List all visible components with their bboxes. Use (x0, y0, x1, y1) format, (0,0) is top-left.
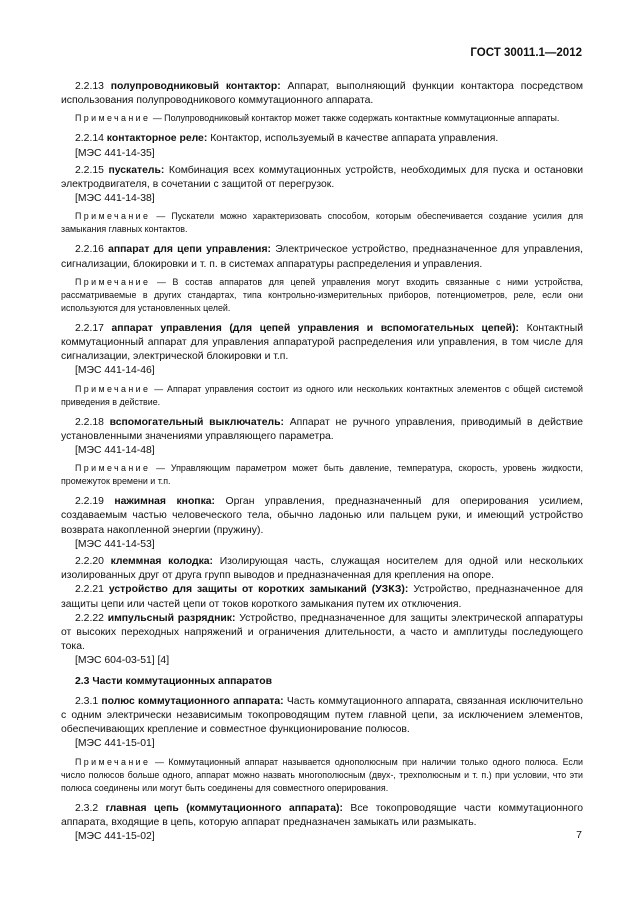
note-paragraph (61, 210, 583, 236)
section-title: 2.3 Части коммутационных аппаратов (75, 675, 272, 687)
reference (61, 364, 583, 378)
reference (61, 192, 583, 206)
definition-paragraph (61, 322, 583, 365)
definition-text: Часть коммутационного аппарата, связанная исключительно с одним электрически независимым токопроводящим путем главной цепи, за исключением элементов, обеспечивающих крепление и совместное функционирование полюсов. (61, 695, 584, 736)
note-text: — Аппарат управления состоит из одного или нескольких контактных элементов с общей системой приведения в действие. (61, 383, 583, 407)
definition-paragraph (61, 555, 583, 583)
defined-term: полюс коммутационного аппарата: (101, 695, 284, 707)
note-paragraph (61, 276, 583, 315)
defined-term: устройство для защиты от коротких замыканий (УЗКЗ): (108, 584, 409, 596)
reference-text: [МЭС 604-03-51] [4] (75, 655, 170, 667)
defined-term: аппарат управления (для цепей управления и вспомогательных цепей): (111, 322, 519, 334)
reference-text: [МЭС 441-15-02] (75, 830, 155, 842)
note-text: — Полупроводниковый контактор может также содержать контактные коммутационные аппараты. (152, 113, 560, 124)
definition-paragraph (61, 583, 583, 611)
definition-paragraph (61, 695, 583, 738)
definition-text: Устройство, предназначенное для защиты электрической аппаратуры от высоких переходных напряжений и ограничения длительности, а часто и амплитуды последующего тока. (61, 612, 583, 653)
note-label: Примечание (75, 463, 151, 474)
definition-paragraph (61, 243, 583, 271)
definition-text: Комбинация всех коммутационных устройств, необходимых для пуска и остановки электродвигателя, в сочетании с защитой от перегрузок. (61, 164, 584, 191)
note-label: Примечание (75, 756, 151, 767)
definition-paragraph (61, 802, 583, 830)
definition-paragraph (61, 495, 583, 538)
clause-number: 2.2.13 (75, 81, 104, 92)
clause-number: 2.2.17 (75, 322, 104, 334)
page-number: 7 (576, 829, 582, 841)
clause-number: 2.2.16 (75, 244, 104, 256)
defined-term: аппарат для цепи управления: (108, 244, 271, 256)
note-paragraph (61, 112, 583, 125)
definition-text: Аппарат, выполняющий функции контактора посредством использования полупроводникового коммутационного аппарата. (61, 81, 583, 107)
definition-text: Контактор, используемый в качестве аппарата управления. (210, 133, 499, 145)
clause-number: 2.3.2 (75, 802, 99, 814)
reference-text: [МЭС 441-14-48] (75, 445, 155, 457)
note-text: — Пускатели можно характеризовать способом, которым обеспечивается создание усилия для замыкания главных контактов. (61, 211, 583, 235)
reference-text: [МЭС 441-14-38] (75, 193, 155, 205)
clause-number: 2.2.22 (75, 612, 104, 624)
document-header-id: ГОСТ 30011.1—2012 (470, 47, 582, 59)
reference-text: [МЭС 441-14-46] (75, 365, 155, 377)
reference-text: [МЭС 441-14-53] (75, 538, 155, 550)
definition-paragraph (61, 164, 583, 192)
defined-term: нажимная кнопка: (114, 496, 216, 508)
definition-paragraph (61, 80, 583, 108)
clause-number: 2.2.21 (75, 584, 104, 596)
note-paragraph (61, 462, 583, 488)
note-paragraph (61, 756, 583, 795)
definition-text: Контактный коммутационный аппарат для управления аппаратурой распределения или управления, в том числе для сигнализации, электрической блокировки и т.п. (61, 322, 584, 363)
reference (61, 737, 583, 751)
note-paragraph (61, 383, 583, 409)
note-text: — Управляющим параметром может быть давление, температура, скорость, уровень жидкости, промежуток времени и т.п. (61, 463, 583, 487)
definition-paragraph (61, 132, 583, 146)
defined-term: вспомогательный выключатель: (109, 416, 284, 428)
note-text: — В состав аппаратов для цепей управления могут входить связанные с ними устройства, рассматриваемые в других стандартах, типа контрольно-измерительных приборов, потенциометров, реле, если они используются для установленных целей. (61, 276, 583, 313)
reference-text: [МЭС 441-15-01] (75, 738, 155, 750)
note-text: — Коммутационный аппарат называется однополюсным при наличии только одного полюса. Если число полюсов больше одного, аппарат можно назвать многополюсным (двух-, трехполюсным и т. п.) при условии, что эти полюса соединены или могут быть соединены для совместного оперирования. (61, 756, 583, 793)
note-label: Примечание (75, 276, 151, 287)
definition-text: Электрическое устройство, предназначенное для управления, сигнализации, блокировки и т. п. в системах аппаратуры распределения и управления. (61, 244, 583, 270)
reference (61, 147, 583, 161)
reference (61, 830, 583, 844)
definition-paragraph (61, 416, 583, 444)
clause-number: 2.3.1 (75, 695, 99, 707)
defined-term: пускатель: (108, 164, 165, 176)
clause-number: 2.2.15 (75, 164, 104, 176)
reference (61, 538, 583, 552)
defined-term: контакторное реле: (106, 133, 208, 145)
defined-term: полупроводниковый контактор: (110, 81, 281, 92)
note-label: Примечание (75, 211, 151, 222)
definition-paragraph (61, 612, 583, 655)
clause-number: 2.2.20 (75, 556, 104, 568)
note-label: Примечание (75, 113, 151, 124)
definition-text: Устройство, предназначенное для защиты цепи или частей цепи от токов короткого замыкания путем их отключения. (61, 584, 584, 610)
clause-number: 2.2.19 (75, 496, 104, 508)
defined-term: клеммная колодка: (110, 556, 214, 568)
document-body (61, 80, 583, 847)
defined-term: импульсный разрядник: (107, 612, 236, 624)
reference (61, 444, 583, 458)
clause-number: 2.2.18 (75, 416, 104, 428)
definition-text: Изолирующая часть, служащая носителем для одной или нескольких изолированных друг от друга групп выводов и предназначенная для крепления на опоре. (61, 556, 584, 582)
note-label: Примечание (75, 383, 151, 394)
definition-text: Аппарат не ручного управления, приводимый в действие установленными значениями управляющего параметра. (61, 416, 583, 442)
clause-number: 2.2.14 (75, 133, 104, 145)
definition-text: Орган управления, предназначенный для оперирования усилием, создаваемым частью человеческого тела, обычно ладонью или пальцем руки, и имеющий устройство возврата накопленной энергии (пружину). (61, 496, 583, 536)
reference-text: [МЭС 441-14-35] (75, 147, 155, 159)
reference (61, 654, 583, 668)
defined-term: главная цепь (коммутационного аппарата): (105, 802, 343, 814)
definition-text: Все токопроводящие части коммутационного аппарата, входящие в цепь, которую аппарат предназначен замыкать или размыкать. (61, 802, 583, 828)
section-heading (61, 675, 583, 689)
